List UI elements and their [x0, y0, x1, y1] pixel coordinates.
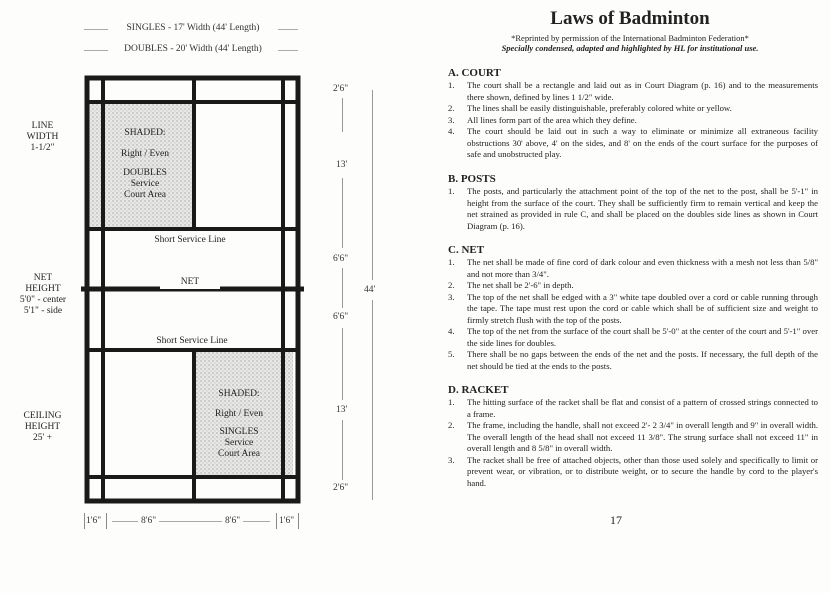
singles-service-area-label: SINGLES Service Court Area: [218, 427, 260, 459]
rule-item: 3. The racket shall be free of attached objects, other than those used solely and specifically to limit or prevent wear, or vibration, or to distribute weight, or to secure the handle by cord to the player's hand.: [448, 454, 818, 488]
page-title: Laws of Badminton: [550, 8, 710, 29]
section-racket: [448, 384, 818, 489]
dim-1-6-right: 1'6": [279, 516, 295, 526]
doubles-width-label: DOUBLES - 20' Width (44' Length): [108, 44, 278, 54]
ceiling-height-label: CEILING HEIGHT 25' +: [23, 411, 62, 443]
dim-6-6-top: 6'6": [333, 254, 349, 264]
page-number: 17: [610, 513, 622, 527]
rule-item: 2. The frame, including the handle, shall not exceed 2'- 2 3/4" in overall length and 9" in overall width. The overall length of the head shall not exceed 11 3/8". The strung surface shall not exceed 11" in overall length and 8 5/8" in overall width.: [448, 420, 818, 453]
doubles-service-area-label: DOUBLES Service Court Area: [123, 168, 167, 200]
rule-item: 2. The lines shall be easily distinguishable, preferably colored white or yellow.: [448, 103, 732, 113]
page-subtitle-italic: Specially condensed, adapted and highlighted by HL for institutional use.: [501, 43, 759, 53]
section-net: [448, 244, 818, 372]
shaded-label-bottom: SHADED:: [218, 389, 260, 399]
dim-2-6-top: 2'6": [333, 84, 349, 94]
dim-2-6-bottom: 2'6": [333, 483, 349, 493]
rule-item: 1. The posts, and particularly the attachment point of the top of the net to the post, shall be 5'-1" in height from the surface of the court. They shall be sufficiently firm to remain vertical and keep the net strained as provided in rule C, and shall be placed on the doubles side lines as shown in Court Diagram (p. 16).: [448, 186, 818, 231]
right-even-label-top: Right / Even: [120, 149, 170, 159]
dim-13-bottom: 13': [336, 405, 348, 415]
dim-total-length: 44': [364, 285, 376, 295]
shaded-label-top: SHADED:: [124, 128, 166, 138]
rule-item: 1. The net shall be made of fine cord of dark colour and even thickness with a mesh not less than 5/8" and not more than 3/4".: [448, 257, 818, 279]
singles-width-label: SINGLES - 17' Width (44' Length): [108, 23, 278, 33]
section-heading: B. POSTS: [448, 173, 496, 185]
section-heading: D. RACKET: [448, 384, 509, 396]
section-posts: [448, 173, 818, 232]
section-heading: A. COURT: [448, 67, 501, 79]
net-height-label: NET HEIGHT 5'0" - center 5'1" - side: [19, 273, 67, 316]
section-heading: C. NET: [448, 244, 485, 256]
short-service-line-top: Short Service Line: [154, 235, 226, 245]
rule-item: 3. The top of the net shall be edged with a 3" white tape doubled over a cord or cable running through the tape. The tape must rest upon the cord or cable which shall be of sufficient size and weight to firmly stretch flush with the top of the posts.: [448, 291, 818, 325]
right-even-label-bottom: Right / Even: [214, 409, 264, 419]
rule-item: 3. All lines form part of the area which they define.: [448, 114, 637, 125]
rule-item: 4. The top of the net from the surface of the court shall be 5'-0" at the center of the court and 5'-1" over the side lines for doubles.: [448, 326, 818, 348]
section-court: [448, 67, 818, 161]
rule-item: 2. The net shall be 2'-6" in depth.: [448, 280, 574, 290]
dim-13-top: 13': [336, 160, 348, 170]
short-service-line-bottom: Short Service Line: [156, 336, 228, 346]
line-width-label: LINE WIDTH 1-1/2": [26, 121, 59, 153]
dim-8-6-left: 8'6": [138, 516, 159, 526]
net-label: NET: [160, 276, 220, 289]
rule-item: 4. The court should be laid out in such a way to eliminate or minimize all extraneous facility obstructions 30' above, 4' on the sides, and 8' on the ends of the court surface for the purposes of safe and unobstructed play.: [448, 126, 818, 159]
rule-item: 1. The hitting surface of the racket shall be flat and consist of a pattern of crossed strings connected to a frame.: [448, 397, 818, 419]
rule-item: 1. The court shall be a rectangle and laid out as in Court Diagram (p. 16) and to the measurements there shown, defined by lines 1 1/2" wide.: [448, 80, 818, 102]
page-subtitle: *Reprinted by permission of the International Badminton Federation*: [511, 33, 749, 43]
dim-1-6-left: 1'6": [86, 516, 102, 526]
dim-8-6-right: 8'6": [222, 516, 243, 526]
rule-item: 5. There shall be no gaps between the ends of the net and the posts. If necessary, the full depth of the net should be tied at the ends to the posts.: [448, 349, 818, 371]
dim-6-6-bottom: 6'6": [333, 312, 349, 322]
